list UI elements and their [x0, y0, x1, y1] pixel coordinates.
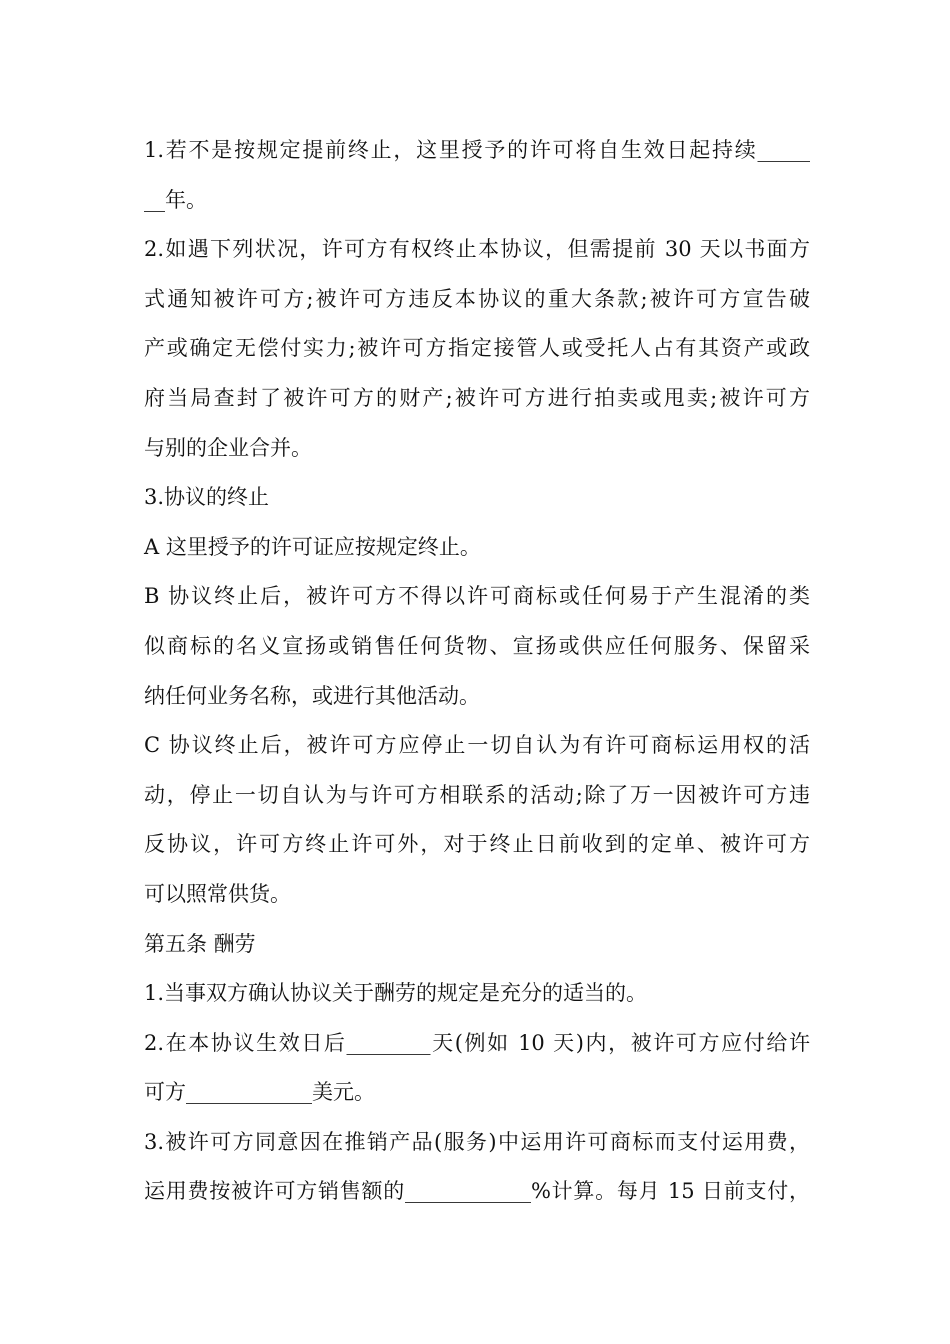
article-heading: 第五条 酬劳: [144, 931, 256, 956]
paragraph-line: 1.若不是按规定提前终止，这里授予的许可将自生效日起持续_____: [144, 138, 810, 162]
paragraph-line: 产或确定无偿付实力;被许可方指定接管人或受托人占有其资产或政: [144, 336, 810, 361]
paragraph-line: 1.当事双方确认协议关于酬劳的规定是充分的适当的。: [144, 981, 648, 1006]
paragraph-line: 纳任何业务名称，或进行其他活动。: [144, 683, 480, 708]
paragraph-line: 可方____________美元。: [144, 1080, 375, 1105]
paragraph-line: B 协议终止后，被许可方不得以许可商标或任何易于产生混淆的类: [144, 584, 810, 609]
paragraph-line: 与别的企业合并。: [144, 435, 312, 460]
paragraph-line: A 这里授予的许可证应按规定终止。: [144, 534, 481, 559]
paragraph-line: 运用费按被许可方销售额的____________%计算。每月 15 日前支付，: [144, 1179, 810, 1204]
paragraph-line: 2.如遇下列状况，许可方有权终止本协议，但需提前 30 天以书面方: [144, 237, 810, 262]
paragraph-line: 可以照常供货。: [144, 881, 291, 906]
paragraph-line: 2.在本协议生效日后________天(例如 10 天)内，被许可方应付给许: [144, 1030, 810, 1055]
paragraph-line: 动，停止一切自认为与许可方相联系的活动;除了万一因被许可方违: [144, 782, 810, 807]
paragraph-line: 3.被许可方同意因在推销产品(服务)中运用许可商标而支付运用费，: [144, 1129, 810, 1154]
section-heading: 3.协议的终止: [144, 485, 270, 510]
paragraph-line: 式通知被许可方;被许可方违反本协议的重大条款;被许可方宣告破: [144, 286, 810, 311]
paragraph-line: 府当局查封了被许可方的财产;被许可方进行拍卖或甩卖;被许可方: [144, 385, 810, 410]
paragraph-line: 反协议，许可方终止许可外，对于终止日前收到的定单、被许可方: [144, 832, 810, 857]
paragraph-line: __年。: [144, 187, 207, 212]
paragraph-line: 似商标的名义宣扬或销售任何货物、宣扬或供应任何服务、保留采: [144, 633, 810, 658]
paragraph-line: C 协议终止后，被许可方应停止一切自认为有许可商标运用权的活: [144, 733, 810, 758]
document-body: [144, 126, 810, 1217]
